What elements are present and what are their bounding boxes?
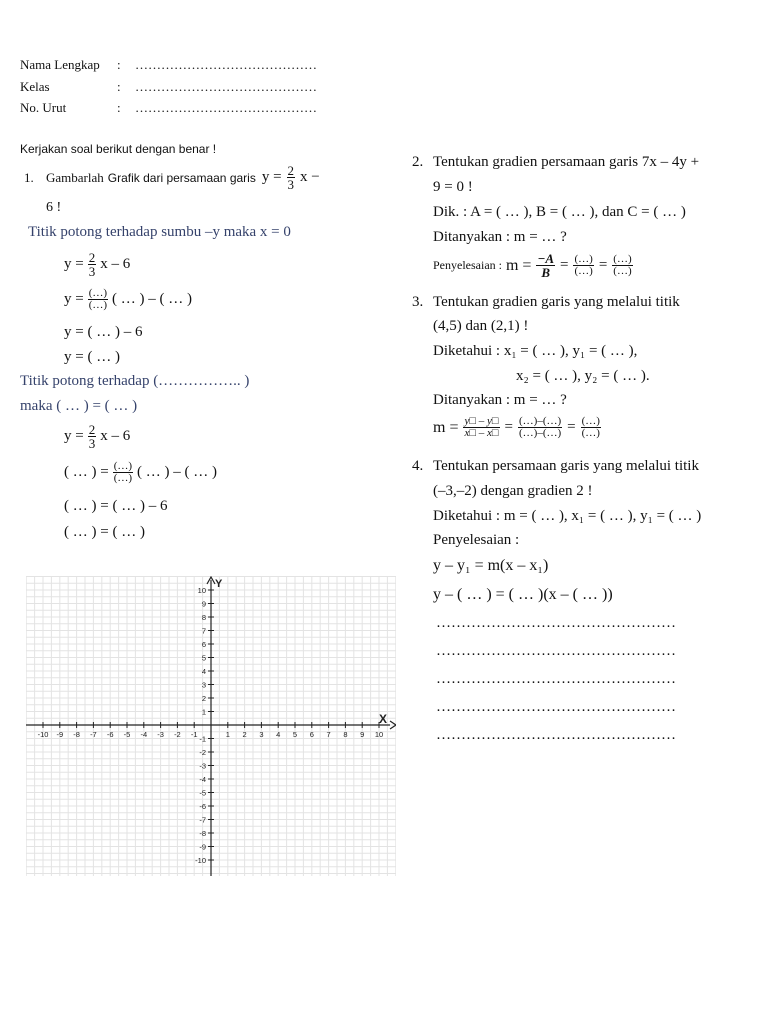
q3-line1: Tentukan gradien garis yang melalui titik — [433, 294, 680, 310]
q1-eq-rest: x − — [300, 169, 320, 185]
y-tick-label: -7 — [199, 815, 206, 825]
header-class-colon: : — [117, 79, 121, 94]
y-tick-label: -4 — [199, 775, 206, 784]
x-tick-label: 4 — [276, 730, 281, 739]
x-tick-label: 2 — [242, 730, 247, 739]
y-tick-label: -1 — [199, 734, 206, 744]
x-tick-label: -10 — [37, 730, 49, 739]
y-tick-label: -6 — [199, 802, 206, 811]
q3-line2: (4,5) dan (2,1) ! — [433, 318, 529, 334]
x-tick-label: 1 — [225, 730, 230, 739]
header-name-label: Nama Lengkap — [20, 57, 100, 72]
y-tick-label: 2 — [201, 694, 206, 703]
q1-sub2-title: Titik potong terhadap (…………….. ) — [20, 373, 250, 389]
q1-s2-line2: ( … ) = $\frac{(\dots)}{(\dots)}$ ( … ) – ( … ) — [64, 460, 218, 484]
q2-asked: Ditanyakan : m = … ? — [433, 229, 567, 245]
x-tick-label: -1 — [190, 730, 198, 739]
q1-number: 1. — [24, 170, 34, 185]
y-tick-label: -10 — [195, 856, 206, 865]
x-tick-label: -5 — [123, 730, 131, 739]
x-tick-label: -7 — [90, 730, 97, 739]
header-number-dots: …………………………………… — [135, 100, 317, 115]
q1-eq-tail: 6 ! — [46, 200, 62, 215]
x-tick-label: 10 — [374, 730, 384, 739]
y-tick-label: -5 — [199, 788, 206, 798]
q1-s2-line1: y = $\frac{2}{3}$ x – 6 — [64, 422, 131, 451]
y-tick-label: -8 — [199, 829, 206, 838]
y-tick-label: 5 — [201, 653, 206, 663]
q4-answer-line: ………………………………………… — [436, 699, 676, 715]
q1-eq-lhs: y = — [261, 169, 282, 185]
q2-line1: Tentukan gradien persamaan garis 7x – 4y + — [433, 154, 700, 170]
x-tick-label: -2 — [174, 730, 181, 739]
q4-line2: (–3,–2) dengan gradien 2 ! — [433, 483, 593, 499]
instruction: Kerjakan soal berikut dengan benar ! — [20, 142, 217, 156]
x-tick-label: 9 — [360, 730, 365, 739]
y-tick-label: 3 — [201, 680, 206, 690]
header-class-label: Kelas — [20, 79, 50, 94]
y-tick-label: -9 — [199, 842, 206, 852]
header-number-colon: : — [117, 100, 121, 115]
x-tick-label: -8 — [73, 730, 80, 739]
q3-known2: x₂ = ( … ), y₂ = ( … ). — [516, 368, 650, 384]
q4-answer-line: ………………………………………… — [436, 615, 676, 631]
x-tick-label: 5 — [292, 730, 298, 739]
q2-solution: Penyelesaian : m = $\frac{-A}{B}$ = $\frac{(\dots)}{(\dots)}$ = $\frac{(\dots)}{(\dots)}$ — [433, 251, 632, 280]
q4-known: Diketahui : m = ( … ), x₁ = ( … ), y₁ = ( … ) — [433, 508, 702, 524]
q3-number: 3. — [412, 294, 424, 310]
q1-text-a: Gambarlah — [46, 169, 104, 185]
q1-sub1-title: Titik potong terhadap sumbu –y maka x = 0 — [28, 224, 291, 240]
q1-sub2-line: maka ( … ) = ( … ) — [20, 398, 138, 414]
y-tick-label: 7 — [201, 626, 206, 636]
q4-answer-line: ………………………………………… — [436, 727, 676, 743]
q1-s2-line4: ( … ) = ( … ) — [64, 524, 145, 540]
q3-asked: Ditanyakan : m = … ? — [433, 392, 567, 408]
header-class-dots: …………………………………… — [135, 79, 317, 94]
q4-formula: y – y₁ = m(x – x₁) — [433, 557, 549, 574]
header-name-colon: : — [117, 57, 121, 72]
y-tick-label: 1 — [201, 707, 206, 717]
q1-s1-line1: y = $\frac{2}{3}$ x – 6 — [64, 250, 131, 279]
q1-statement — [46, 164, 320, 191]
x-tick-label: 8 — [343, 730, 348, 739]
x-tick-label: -4 — [140, 730, 148, 739]
q1-fraction: $\frac{2}{3}$ — [287, 163, 295, 192]
q3-known1: Diketahui : x₁ = ( … ), y₁ = ( … ), — [433, 343, 638, 359]
header-number-label: No. Urut — [20, 100, 67, 115]
y-axis-label: Y — [215, 578, 223, 590]
y-tick-label: 8 — [201, 613, 206, 622]
q2-line2: 9 = 0 ! — [433, 179, 473, 195]
x-tick-label: 7 — [326, 730, 331, 739]
y-tick-label: 10 — [197, 586, 206, 595]
q4-answer-line: ………………………………………… — [436, 643, 676, 659]
q2-solution-label: Penyelesaian : — [433, 258, 502, 272]
coordinate-grid — [26, 576, 396, 876]
y-tick-label: 4 — [201, 667, 206, 676]
q1-s1-line4: y = ( … ) — [64, 349, 120, 365]
q1-s1-line2: y = $\frac{(\dots)}{(\dots)}$ ( … ) – ( … ) — [64, 287, 193, 311]
y-tick-label: -3 — [199, 761, 206, 771]
x-tick-label: 3 — [259, 730, 264, 739]
y-tick-label: 9 — [201, 599, 206, 609]
y-tick-label: -2 — [199, 748, 206, 757]
q4-number: 4. — [412, 458, 424, 474]
q1-text-b: Grafik dari persamaan garis — [107, 170, 256, 185]
q4-line1: Tentukan persamaan garis yang melalui titik — [433, 458, 699, 474]
x-tick-label: -3 — [157, 730, 164, 739]
header-name-dots: …………………………………… — [135, 57, 317, 72]
x-axis-label: X — [379, 712, 388, 726]
x-tick-label: -9 — [56, 730, 64, 739]
x-tick-label: 6 — [309, 730, 314, 739]
q1-s1-line3: y = ( … ) – 6 — [64, 324, 143, 340]
q4-answer-line: ………………………………………… — [436, 671, 676, 687]
q1-s2-line3: ( … ) = ( … ) – 6 — [64, 498, 168, 514]
x-tick-label: -6 — [106, 730, 114, 739]
q3-solution: m = $\frac{y□ - y□}{x□ - x□}$ = $\frac{(\dots)-(\dots)}{(\dots)-(\dots)}$ = $\frac{(\dots)}{(\dots)}$ — [433, 415, 600, 439]
q2-number: 2. — [412, 154, 424, 170]
q4-formula2: y – ( … ) = ( … )(x – ( … )) — [433, 586, 613, 603]
y-tick-label: 6 — [201, 640, 206, 649]
q2-known: Dik. : A = ( … ), B = ( … ), dan C = ( … ) — [433, 204, 686, 220]
q4-solution-label: Penyelesaian : — [433, 532, 520, 548]
